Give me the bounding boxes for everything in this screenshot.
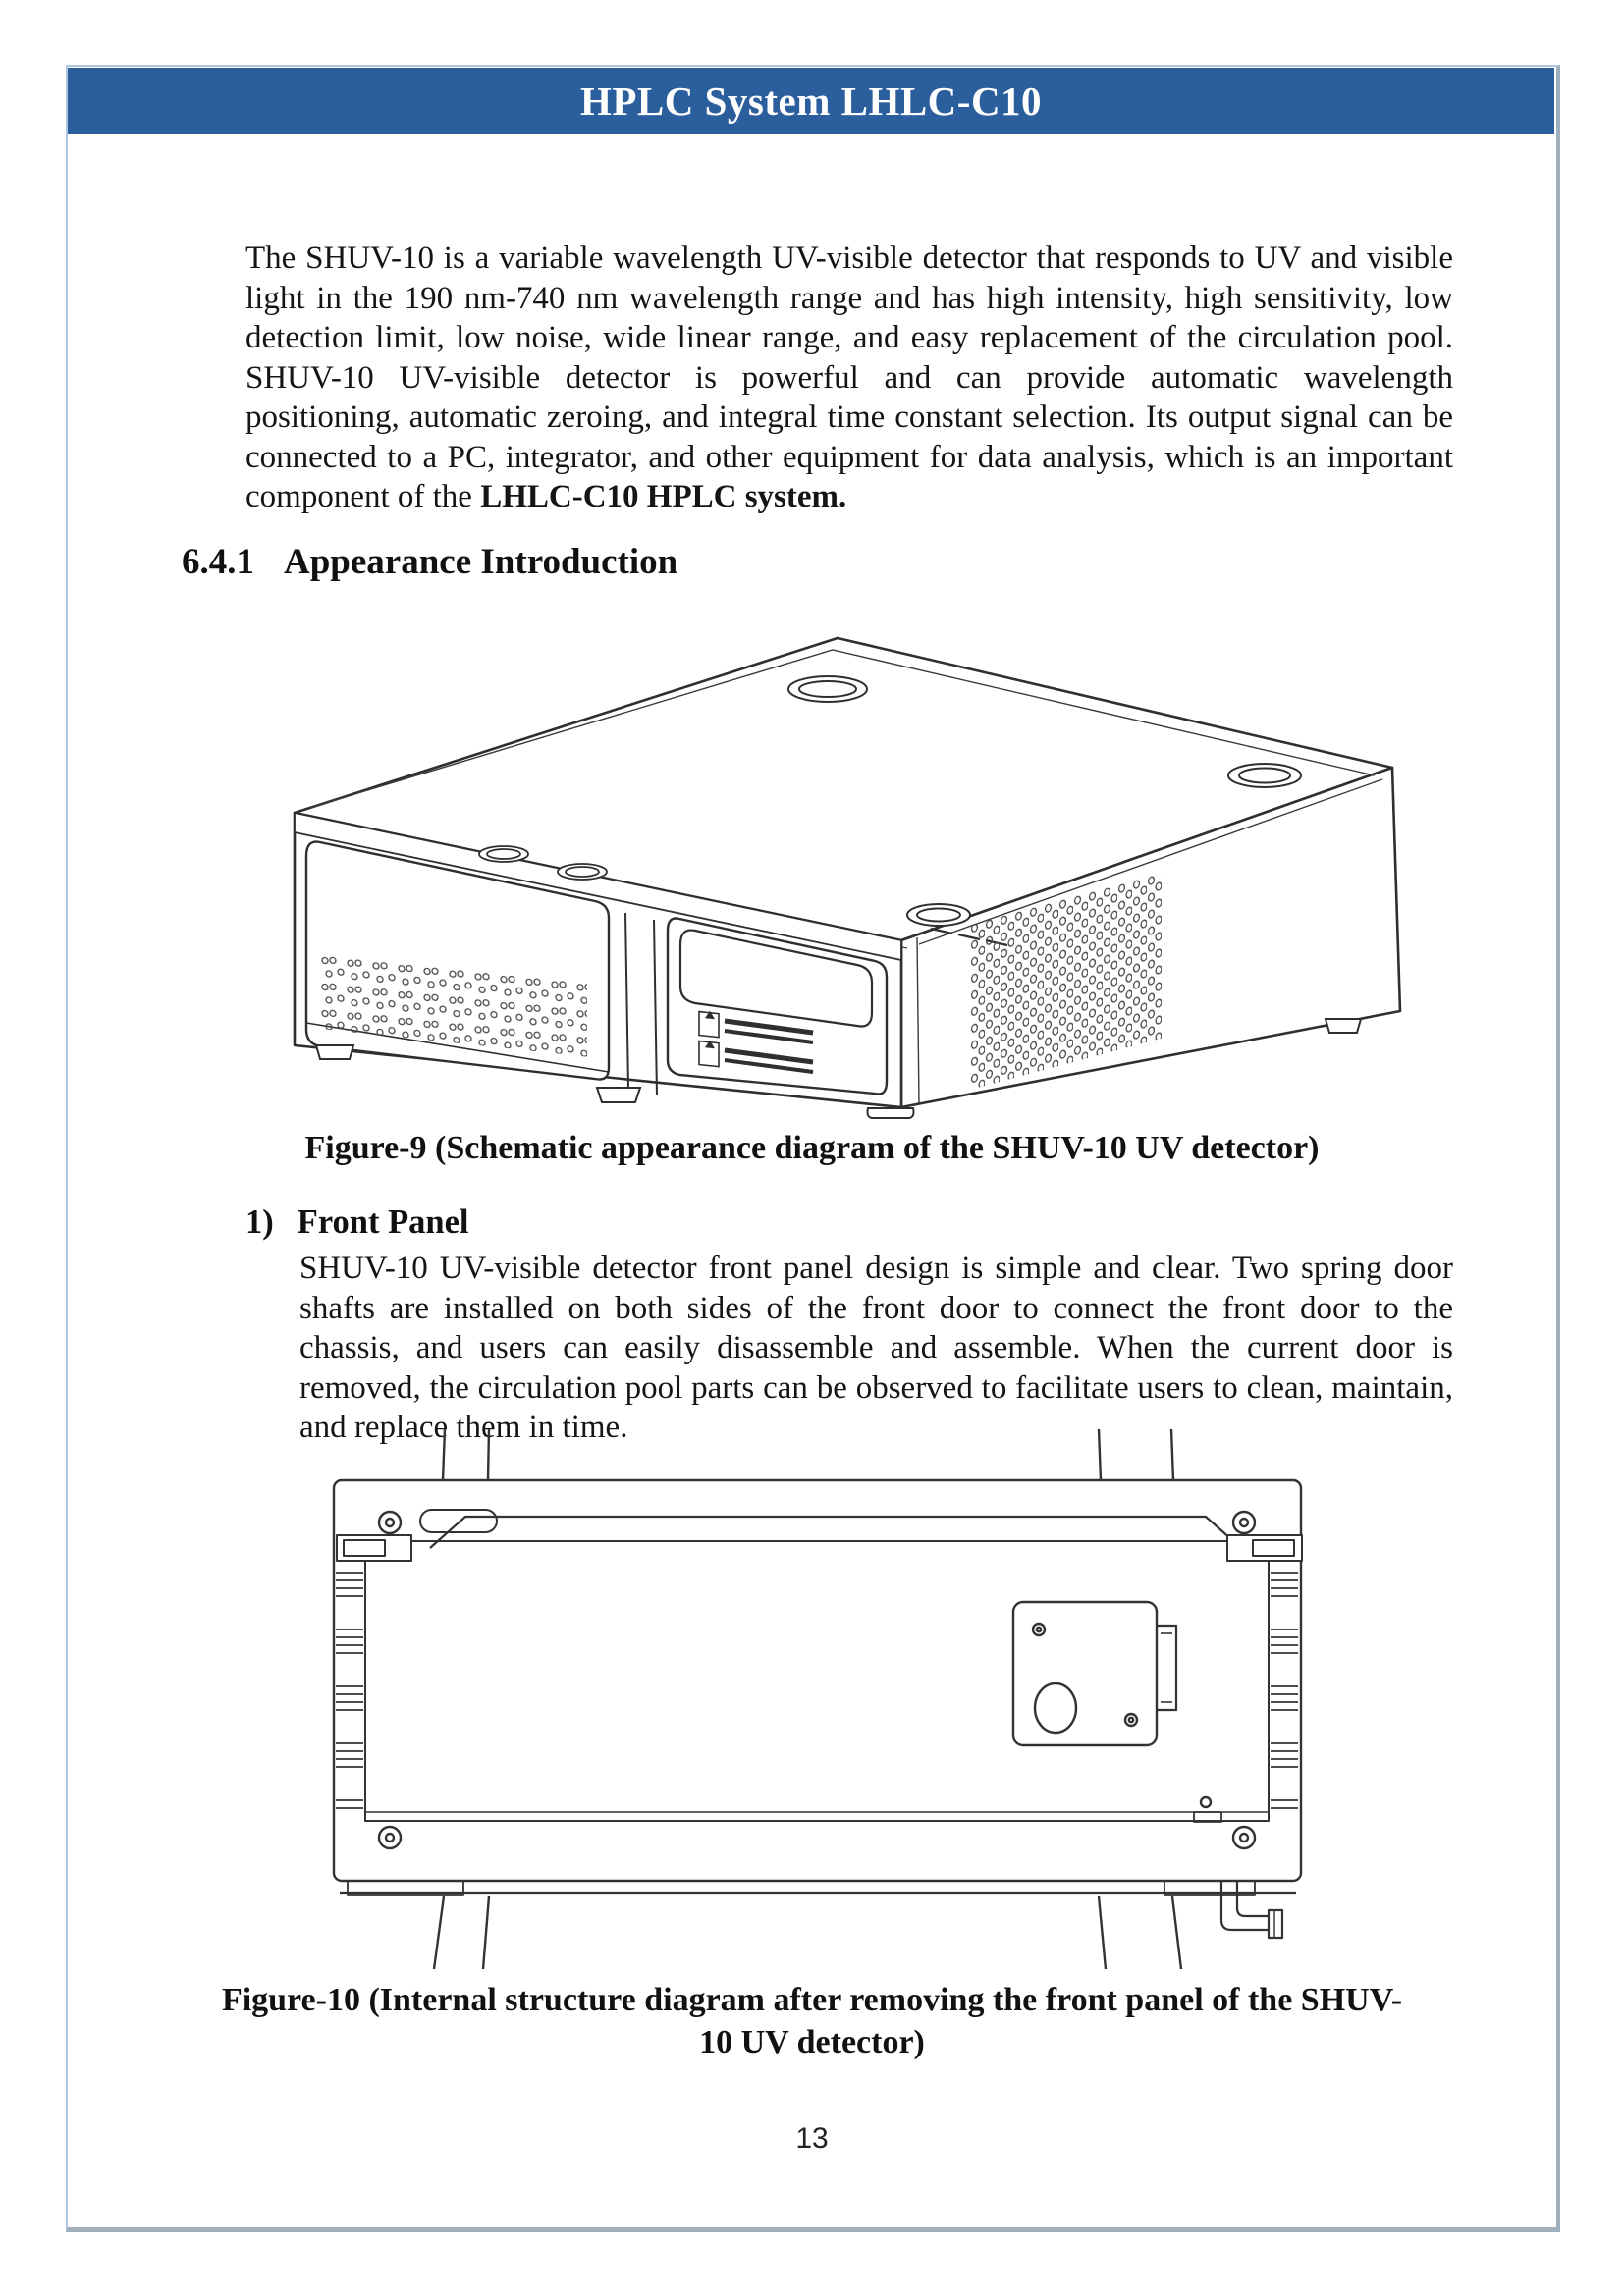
- front-panel-paragraph: SHUV-10 UV-visible detector front panel design is simple and clear. Two spring door shafts are installed on both sides of the front door to connect the front door to the chassis, and users can easily disassemble and assemble. When the current door is removed, the circulation pool parts can be observed to facilitate users to clean, maintain, and replace them in time.: [299, 1251, 1453, 1445]
- header-bar: [68, 68, 1554, 134]
- header-title: HPLC System LHLC-C10: [579, 79, 1043, 124]
- figure10-caption-line1: Figure-10 (Internal structure diagram after removing the front panel of the SHUV-: [221, 1982, 1403, 2018]
- door-shaft-lines-top: [443, 1429, 1173, 1480]
- front-panel-heading: [245, 1203, 468, 1242]
- figure10-caption-line2: 10 UV detector): [699, 2024, 925, 2060]
- section-title: Appearance Introduction: [284, 542, 678, 582]
- list-marker: 1): [245, 1203, 274, 1241]
- drain-elbow-pipe: [1221, 1881, 1282, 1938]
- section-number: 6.4.1: [182, 542, 254, 582]
- figure10-caption: [66, 1979, 1558, 2063]
- door-shaft-lines-bottom: [434, 1896, 1181, 1969]
- intro-paragraph: [245, 239, 1453, 517]
- front-panel-heading-text: Front Panel: [297, 1203, 469, 1241]
- circulation-pool-module: [1013, 1602, 1176, 1745]
- page-number: 13: [795, 2122, 829, 2155]
- section-heading: [182, 541, 677, 583]
- base-plate: [340, 1881, 1296, 1895]
- hinge-bracket-left: [337, 1535, 411, 1561]
- intro-paragraph-text: The SHUV-10 is a variable wavelength UV-visible detector that responds to UV and visible light in the 190 nm-740 nm wavelength range and has high intensity, high sensitivity, low detection limit, low noise, wide linear range, and easy replacement of the circulation pool. SHUV-10 UV-visible detector is powerful and can provide automatic wavelength positioning, automatic zeroing, and integral time constant selection. Its output signal can be connected to a PC, integrator, and other equipment for data analysis, which is an important component of the: [245, 240, 1453, 514]
- figure9-caption: Figure-9 (Schematic appearance diagram of the SHUV-10 UV detector): [304, 1130, 1320, 1166]
- figure9-drawing: [283, 628, 1412, 1119]
- figure10-drawing: [324, 1423, 1316, 1973]
- intro-paragraph-bold-tail: LHLC-C10 HPLC system.: [480, 479, 847, 514]
- hinge-bracket-right: [1227, 1535, 1302, 1561]
